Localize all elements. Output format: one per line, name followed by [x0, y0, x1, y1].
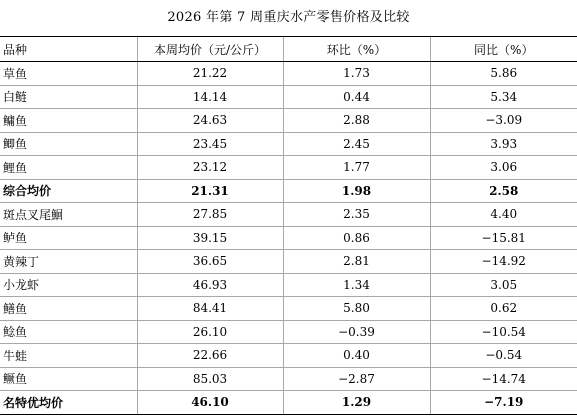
table-row: [0, 203, 577, 227]
cell-mom: 1.98: [283, 179, 430, 203]
table-row: [0, 226, 577, 250]
cell-mom: 5.80: [283, 297, 430, 321]
cell-variety: 鳜鱼: [0, 367, 137, 391]
cell-price: 27.85: [137, 203, 283, 227]
cell-yoy: −10.54: [430, 320, 577, 344]
cell-yoy: 0.62: [430, 297, 577, 321]
table-row: [0, 62, 577, 86]
cell-mom: 2.88: [283, 109, 430, 133]
table-row: [0, 297, 577, 321]
table-row: [0, 344, 577, 368]
cell-mom: 1.34: [283, 273, 430, 297]
table-row: [0, 109, 577, 133]
cell-variety: 鲶鱼: [0, 320, 137, 344]
cell-mom: 0.44: [283, 85, 430, 109]
cell-variety: 鲤鱼: [0, 156, 137, 180]
cell-yoy: −0.54: [430, 344, 577, 368]
cell-variety: 黄辣丁: [0, 250, 137, 274]
header-yoy: 同比（%）: [430, 37, 577, 62]
cell-variety: 鳝鱼: [0, 297, 137, 321]
cell-variety: 鳙鱼: [0, 109, 137, 133]
table-row: [0, 156, 577, 180]
cell-yoy: 5.86: [430, 62, 577, 86]
cell-mom: 2.35: [283, 203, 430, 227]
cell-price: 36.65: [137, 250, 283, 274]
cell-yoy: 3.06: [430, 156, 577, 180]
table-row: [0, 320, 577, 344]
cell-yoy: −14.92: [430, 250, 577, 274]
cell-price: 46.93: [137, 273, 283, 297]
table-title: 2026 年第 7 周重庆水产零售价格及比较: [167, 10, 410, 25]
table-row: [0, 132, 577, 156]
cell-yoy: 5.34: [430, 85, 577, 109]
cell-yoy: −7.19: [430, 391, 577, 415]
cell-price: 21.31: [137, 179, 283, 203]
header-row: [0, 37, 577, 62]
cell-yoy: 3.93: [430, 132, 577, 156]
header-price: 本周均价（元/公斤）: [137, 37, 283, 62]
cell-variety: 草鱼: [0, 62, 137, 86]
cell-variety: 牛蛙: [0, 344, 137, 368]
cell-mom: 1.73: [283, 62, 430, 86]
cell-price: 22.66: [137, 344, 283, 368]
cell-mom: 0.86: [283, 226, 430, 250]
cell-price: 23.45: [137, 132, 283, 156]
cell-variety: 鲫鱼: [0, 132, 137, 156]
cell-yoy: −3.09: [430, 109, 577, 133]
table-row: [0, 250, 577, 274]
table-row: [0, 273, 577, 297]
cell-mom: 1.77: [283, 156, 430, 180]
cell-mom: 2.45: [283, 132, 430, 156]
table-row: [0, 391, 577, 415]
cell-yoy: 2.58: [430, 179, 577, 203]
price-table: [0, 36, 577, 415]
cell-variety: 斑点叉尾鮰: [0, 203, 137, 227]
table-row: [0, 179, 577, 203]
cell-yoy: −14.74: [430, 367, 577, 391]
cell-variety: 白鲢: [0, 85, 137, 109]
cell-yoy: 4.40: [430, 203, 577, 227]
cell-mom: 1.29: [283, 391, 430, 415]
cell-mom: 2.81: [283, 250, 430, 274]
cell-yoy: 3.05: [430, 273, 577, 297]
cell-price: 84.41: [137, 297, 283, 321]
cell-variety: 名特优均价: [0, 391, 137, 415]
cell-price: 24.63: [137, 109, 283, 133]
table-body: [0, 62, 577, 415]
header-variety: 品种: [0, 37, 137, 62]
cell-variety: 小龙虾: [0, 273, 137, 297]
cell-mom: 0.40: [283, 344, 430, 368]
table-row: [0, 85, 577, 109]
cell-price: 21.22: [137, 62, 283, 86]
table-row: [0, 367, 577, 391]
cell-price: 39.15: [137, 226, 283, 250]
cell-mom: −0.39: [283, 320, 430, 344]
cell-price: 14.14: [137, 85, 283, 109]
cell-price: 85.03: [137, 367, 283, 391]
cell-price: 26.10: [137, 320, 283, 344]
cell-yoy: −15.81: [430, 226, 577, 250]
cell-variety: 鲈鱼: [0, 226, 137, 250]
cell-price: 46.10: [137, 391, 283, 415]
cell-variety: 综合均价: [0, 179, 137, 203]
header-mom: 环比（%）: [283, 37, 430, 62]
cell-mom: −2.87: [283, 367, 430, 391]
cell-price: 23.12: [137, 156, 283, 180]
